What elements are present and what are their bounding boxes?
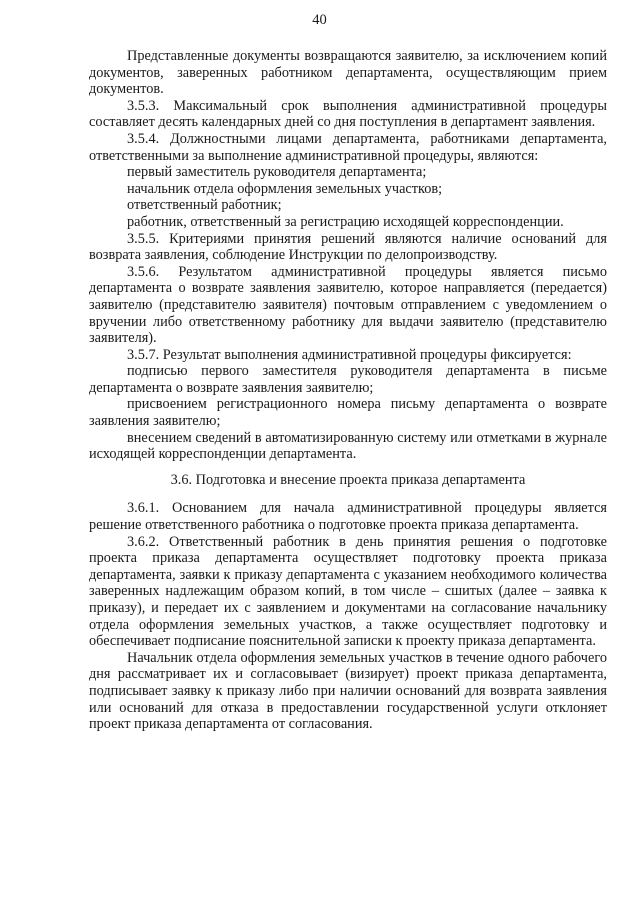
- paragraph-department-head-review: Начальник отдела оформления земельных участков в течение одного рабочего дня рассматривает их и согласовывает (визирует) проект приказа департамента, подписывает заявку к приказу либо при наличии оснований для возврата заявления или оснований для отказа в предоставлении государственной услуги отклоняет проект приказа департамента от согласования.: [89, 649, 607, 733]
- paragraph-3-6-2: 3.6.2. Ответственный работник в день принятия решения о подготовке проекта приказа департамента осуществляет подготовку проекта приказа департамента, заявки к приказу департамента с указанием необходимого количества заверенных надлежащим образом копий, в том числе – сшитых (далее – заявка к приказу), и передает их с заявлением и документами на согласование начальнику отдела оформления земельных участков, а также осуществляет подготовку и обеспечивает подписание пояснительной записки к проекту приказа департамента.: [89, 533, 607, 650]
- list-item-department-head: начальник отдела оформления земельных участков;: [127, 180, 443, 197]
- paragraph-3-5-3: 3.5.3. Максимальный срок выполнения административной процедуры составляет десять календарных дней со дня поступления в департамент заявления.: [89, 97, 607, 131]
- paragraph-3-5-4: 3.5.4. Должностными лицами департамента, работниками департамента, ответственными за выполнение административной процедуры, являются:: [89, 130, 607, 164]
- list-item-first-deputy: первый заместитель руководителя департамента;: [127, 164, 427, 181]
- paragraph-3-5-6: 3.5.6. Результатом административной процедуры является письмо департамента о возврате заявления заявителю, которое направляется (передается) заявителю (представителю заявителя) почтовым отправлением с уведомлением о вручении либо ответственному работнику для выдачи заявителю (представителю заявителя).: [89, 263, 607, 347]
- paragraph-returned-documents: Представленные документы возвращаются заявителю, за исключением копий документов, заверенных работником департамента, осуществляющим прием документов.: [89, 48, 607, 98]
- list-item-responsible-worker: ответственный работник;: [127, 197, 282, 214]
- page-number: 40: [312, 12, 327, 28]
- list-item-registration-worker: работник, ответственный за регистрацию исходящей корреспонденции.: [127, 213, 564, 230]
- document-body: [89, 48, 607, 733]
- list-item-automated-system: внесением сведений в автоматизированную систему или отметками в журнале исходящей корреспонденции департамента.: [89, 429, 607, 463]
- paragraph-3-5-7: 3.5.7. Результат выполнения административной процедуры фиксируется:: [127, 346, 572, 363]
- paragraph-3-6-1: 3.6.1. Основанием для начала административной процедуры является решение ответственного работника о подготовке проекта приказа департамента.: [89, 500, 607, 534]
- list-item-signature: подписью первого заместителя руководителя департамента в письме департамента о возврате заявления заявителю;: [89, 363, 607, 396]
- list-item-registration-number: присвоением регистрационного номера письму департамента о возврате заявления заявителю;: [89, 396, 607, 430]
- paragraph-3-5-5: 3.5.5. Критериями принятия решений являются наличие оснований для возврата заявления, соблюдение Инструкции по делопроизводству.: [89, 230, 607, 264]
- section-heading: 3.6. Подготовка и внесение проекта приказа департамента: [170, 471, 526, 488]
